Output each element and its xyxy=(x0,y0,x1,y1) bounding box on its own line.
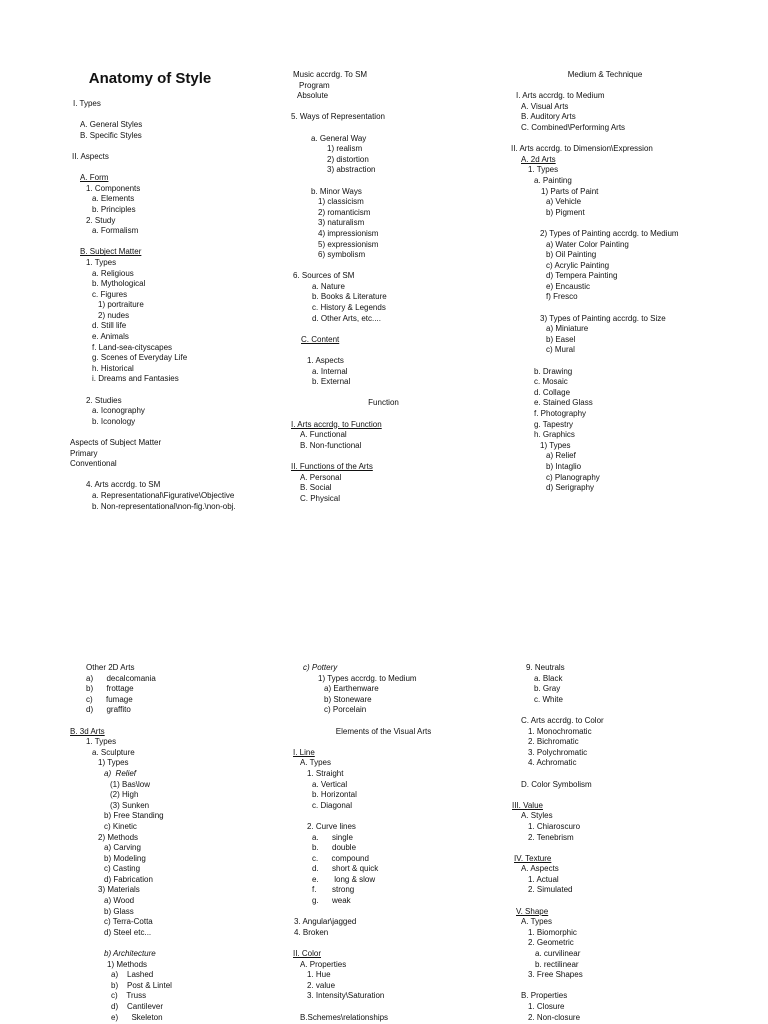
list-item: a. Elements xyxy=(92,194,135,204)
list-item: 1. Closure xyxy=(528,1002,565,1011)
spacer xyxy=(510,843,760,854)
spacer xyxy=(510,303,760,314)
list-item: 2. Simulated xyxy=(528,885,573,895)
list-item: A. Styles xyxy=(521,811,553,821)
list-item: I. Arts accrdg. to Medium xyxy=(516,91,605,101)
section-heading-elements: Elements of the Visual Arts xyxy=(335,726,432,736)
spacer xyxy=(70,716,280,727)
list-item: a. single xyxy=(312,832,353,842)
list-item: A. Types xyxy=(521,917,552,927)
spacer xyxy=(291,261,501,272)
heading-2d-arts: A. 2d Arts xyxy=(521,154,556,164)
list-item: 3) Materials xyxy=(98,885,140,895)
list-item: 1) Types xyxy=(98,758,129,768)
spacer xyxy=(510,218,760,229)
list-item: 1. Hue xyxy=(307,970,331,980)
heading-texture: IV. Texture xyxy=(514,853,552,863)
list-item: a. Sculpture xyxy=(92,747,135,757)
list-item: h. Graphics xyxy=(534,430,575,440)
list-item: 5) expressionism xyxy=(318,239,379,249)
list-item: 1. Biomorphic xyxy=(528,927,577,937)
list-item: f. Photography xyxy=(534,409,587,418)
list-item: c. Mosaic xyxy=(534,377,568,387)
list-item: c. Figures xyxy=(92,289,128,299)
list-item: 1. Aspects xyxy=(307,356,344,366)
list-item: Program xyxy=(299,80,330,90)
list-item: f. Land-sea-cityscapes xyxy=(92,342,173,352)
list-item: a) Carving xyxy=(104,843,141,853)
list-item: 2) Methods xyxy=(98,832,139,842)
list-item: b) Free Standing xyxy=(104,811,164,821)
spacer xyxy=(510,81,760,92)
spacer xyxy=(70,237,280,248)
list-item: e) Skeleton xyxy=(111,1012,163,1022)
top-middle-outline xyxy=(291,70,501,504)
list-item: 1) Types accrdg. to Medium xyxy=(318,673,417,683)
list-item: 1) Types xyxy=(540,440,571,450)
list-item: b. Gray xyxy=(534,684,561,694)
list-item: b. Books & Literature xyxy=(312,292,387,302)
list-item: A. Personal xyxy=(300,472,342,482)
list-item: a. curvilinear xyxy=(535,949,581,959)
list-item: A. Functional xyxy=(300,430,347,440)
list-item: b. Mythological xyxy=(92,279,146,289)
list-item: 1. Chiaroscuro xyxy=(528,821,581,831)
list-item: e. Animals xyxy=(92,332,129,342)
list-item: (2) High xyxy=(110,790,139,800)
list-item: 1. Monochromatic xyxy=(528,726,592,736)
list-item: d. Other Arts, etc.... xyxy=(312,313,381,323)
list-item: 1) Methods xyxy=(107,959,148,969)
list-item: a. Religious xyxy=(92,268,134,278)
list-item: b) Oil Painting xyxy=(546,250,597,260)
bottom-left-outline xyxy=(70,663,280,1023)
list-item: b) Glass xyxy=(104,906,134,916)
list-item: f) Fresco xyxy=(546,292,578,302)
list-item: b) frottage xyxy=(86,684,134,694)
list-item: B. Specific Styles xyxy=(80,130,142,140)
document-title: Anatomy of Style xyxy=(88,70,212,87)
list-item: a. General Way xyxy=(311,133,367,143)
spacer xyxy=(70,385,280,396)
list-item: B. Social xyxy=(300,483,332,493)
list-item: 1. Types xyxy=(86,257,117,267)
list-item: A. General Styles xyxy=(80,120,143,130)
list-item: Absolute xyxy=(297,91,329,101)
list-item: C. Physical xyxy=(300,493,341,503)
list-item: c) Truss xyxy=(111,991,147,1001)
list-item: e. long & slow xyxy=(312,874,376,884)
list-item: c) Casting xyxy=(104,864,141,874)
spacer xyxy=(70,938,280,949)
list-item: b) Intaglio xyxy=(546,461,582,471)
list-item: 2. value xyxy=(307,980,336,990)
spacer xyxy=(291,102,501,113)
list-item: 3. Angular\jagged xyxy=(294,917,357,927)
list-item: c) Terra-Cotta xyxy=(104,917,153,927)
list-item: (1) Bas\low xyxy=(110,779,151,789)
list-item: d. Collage xyxy=(534,387,571,397)
list-item: c. White xyxy=(534,694,563,704)
list-item: a) Earthenware xyxy=(324,684,379,694)
list-item: Music accrdg. To SM xyxy=(293,70,368,79)
list-item: 2) romanticism xyxy=(318,207,371,217)
list-item: c) Acrylic Painting xyxy=(546,260,610,270)
list-item: A. Types xyxy=(300,758,331,768)
list-item: 2. Non-closure xyxy=(528,1012,581,1022)
list-item: a) decalcomania xyxy=(86,673,156,683)
heading-line: I. Line xyxy=(293,747,315,757)
list-item: d) Steel etc... xyxy=(104,927,152,937)
list-item: a. Black xyxy=(534,673,563,683)
list-item: b. Drawing xyxy=(534,366,573,376)
heading-types: I. Types xyxy=(73,99,101,108)
section-heading-function: Function xyxy=(368,398,399,408)
list-item: a) Water Color Painting xyxy=(546,239,629,249)
spacer xyxy=(291,451,501,462)
heading-shape: V. Shape xyxy=(516,906,549,916)
list-item: b) Modeling xyxy=(104,853,146,863)
list-item: b) Pigment xyxy=(546,207,585,217)
spacer xyxy=(291,737,501,748)
list-item: a) Relief xyxy=(104,768,137,778)
list-item: b. Non-representational\non-fig.\non-obj. xyxy=(92,501,236,511)
list-item: e. Stained Glass xyxy=(534,398,593,408)
spacer xyxy=(291,324,501,335)
list-item: 2. Tenebrism xyxy=(528,832,574,842)
list-item: D. Color Symbolism xyxy=(521,779,592,789)
spacer xyxy=(510,134,760,145)
subheading: Other 2D Arts xyxy=(86,663,135,672)
spacer xyxy=(291,716,501,727)
list-item: 3. Free Shapes xyxy=(528,970,583,980)
list-item: i. Dreams and Fantasies xyxy=(92,374,179,384)
list-item: b. double xyxy=(312,843,357,853)
list-item: b) Easel xyxy=(546,334,576,344)
list-item: 3) naturalism xyxy=(318,218,365,228)
heading-arts-by-function: I. Arts accrdg. to Function xyxy=(291,419,382,429)
list-item: a. Internal xyxy=(312,366,348,376)
list-item: 6. Sources of SM xyxy=(293,271,355,281)
list-item: 2) distortion xyxy=(327,154,369,164)
list-item: c) Pottery xyxy=(303,663,338,672)
list-item: b. Principles xyxy=(92,204,136,214)
heading-3d-arts: B. 3d Arts xyxy=(70,726,105,736)
list-item: c) Kinetic xyxy=(104,821,137,831)
list-item: 2) nudes xyxy=(98,310,130,320)
list-item: C. Combined\Performing Arts xyxy=(521,122,626,132)
list-item: 2) Types of Painting accrdg. to Medium xyxy=(540,228,679,238)
spacer xyxy=(510,981,760,992)
list-item: d) Fabrication xyxy=(104,874,153,884)
list-item: 3. Intensity\Saturation xyxy=(307,991,385,1001)
list-item: 4. Broken xyxy=(294,927,329,937)
list-item: 2. Geometric xyxy=(528,938,574,948)
spacer xyxy=(291,345,501,356)
list-item: g. Scenes of Everyday Life xyxy=(92,353,188,363)
list-item: c. Diagonal xyxy=(312,800,353,810)
spacer xyxy=(70,141,280,152)
top-right-outline xyxy=(510,70,760,494)
list-item: c) Planography xyxy=(546,472,600,482)
list-item: A. Aspects xyxy=(521,864,559,874)
list-item: b. rectilinear xyxy=(535,959,579,969)
list-item: d. short & quick xyxy=(312,864,379,874)
list-item: f. strong xyxy=(312,885,355,895)
spacer xyxy=(510,356,760,367)
list-item: b. Horizontal xyxy=(312,790,357,800)
heading-value: III. Value xyxy=(512,800,543,810)
list-item: B. Auditory Arts xyxy=(521,112,576,122)
list-item: g. weak xyxy=(312,896,351,906)
list-item: c. History & Legends xyxy=(312,303,386,313)
spacer xyxy=(291,388,501,399)
list-item: 1. Components xyxy=(86,183,141,193)
list-item: a. Representational\Figurative\Objective xyxy=(92,490,235,500)
list-item: h. Historical xyxy=(92,363,134,373)
heading-color: II. Color xyxy=(293,949,322,959)
subheading: Aspects of Subject Matter xyxy=(70,438,162,447)
list-item: b. Iconology xyxy=(92,416,136,426)
heading-subject-matter: B. Subject Matter xyxy=(80,247,142,257)
spacer xyxy=(291,176,501,187)
spacer xyxy=(70,110,280,121)
spacer xyxy=(291,938,501,949)
list-item: (3) Sunken xyxy=(110,800,150,810)
heading-functions-of-arts: II. Functions of the Arts xyxy=(291,461,373,471)
top-left-outline xyxy=(70,99,280,512)
list-item: A. Visual Arts xyxy=(521,101,569,111)
list-item: 4) impressionism xyxy=(318,228,379,238)
list-item: B. Non-functional xyxy=(300,440,362,450)
list-item: C. Arts accrdg. to Color xyxy=(521,715,604,725)
section-heading-medium: Medium & Technique xyxy=(567,70,643,79)
heading-content: C. Content xyxy=(301,334,340,344)
spacer xyxy=(510,769,760,780)
list-item: a. Painting xyxy=(534,175,572,185)
list-item: d) Serigraphy xyxy=(546,483,595,493)
list-item: 5. Ways of Representation xyxy=(291,112,385,122)
spacer xyxy=(291,409,501,420)
list-item: 2. Bichromatic xyxy=(528,737,579,747)
list-item: 6) symbolism xyxy=(318,250,366,260)
list-item: 1) classicism xyxy=(318,197,364,207)
spacer xyxy=(510,705,760,716)
list-item: B.Schemes\relationships xyxy=(300,1012,389,1022)
list-item: a) Vehicle xyxy=(546,197,582,207)
top-left-column xyxy=(70,70,280,88)
spacer xyxy=(291,811,501,822)
spacer xyxy=(291,907,501,918)
list-item: c) Mural xyxy=(546,345,575,355)
spacer xyxy=(70,470,280,481)
spacer xyxy=(70,427,280,438)
list-item: a. Nature xyxy=(312,281,345,291)
list-item: a) Relief xyxy=(546,451,576,461)
list-item: a) Miniature xyxy=(546,324,589,334)
list-item: 1) realism xyxy=(327,144,363,154)
list-item: c) fumage xyxy=(86,694,133,704)
list-item: Primary xyxy=(70,448,98,458)
list-item: c. compound xyxy=(312,853,369,863)
bottom-right-outline xyxy=(510,663,760,1023)
list-item: a) Wood xyxy=(104,896,135,906)
list-item: c) Porcelain xyxy=(324,705,367,715)
heading-aspects: II. Aspects xyxy=(72,151,109,161)
spacer xyxy=(510,790,760,801)
list-item: b) Architecture xyxy=(104,949,156,959)
list-item: 3) abstraction xyxy=(327,165,376,175)
list-item: II. Arts accrdg. to Dimension\Expression xyxy=(511,144,653,154)
list-item: d) Tempera Painting xyxy=(546,271,618,281)
list-item: a. Vertical xyxy=(312,779,348,789)
list-item: a. Formalism xyxy=(92,226,139,236)
list-item: 1. Actual xyxy=(528,874,559,884)
spacer xyxy=(510,896,760,907)
spacer xyxy=(70,163,280,174)
list-item: a. Iconography xyxy=(92,406,145,416)
list-item: b. External xyxy=(312,377,351,387)
list-item: 3) Types of Painting accrdg. to Size xyxy=(540,313,666,323)
list-item: 1. Types xyxy=(86,737,117,747)
list-item: 1. Straight xyxy=(307,768,344,778)
list-item: 2. Studies xyxy=(86,395,122,405)
list-item: g. Tapestry xyxy=(534,419,573,429)
bottom-middle-outline xyxy=(291,663,501,1023)
list-item: 1) portraiture xyxy=(98,300,144,310)
list-item: B. Properties xyxy=(521,991,568,1001)
list-item: 1) Parts of Paint xyxy=(541,186,599,196)
list-item: e) Encaustic xyxy=(546,281,591,291)
list-item: 2. Study xyxy=(86,215,116,225)
heading-form: A. Form xyxy=(80,173,109,183)
list-item: 9. Neutrals xyxy=(526,663,565,672)
spacer xyxy=(291,1002,501,1013)
list-item: 4. Arts accrdg. to SM xyxy=(86,480,161,490)
list-item: 4. Achromatic xyxy=(528,758,577,768)
list-item: d) graffito xyxy=(86,705,131,715)
list-item: d) Cantilever xyxy=(111,1002,164,1011)
list-item: 1. Types xyxy=(528,165,559,175)
list-item: a) Lashed xyxy=(111,970,154,980)
list-item: b. Minor Ways xyxy=(311,186,362,196)
list-item: d. Still life xyxy=(92,321,127,331)
list-item: A. Properties xyxy=(300,959,347,969)
list-item: 2. Curve lines xyxy=(307,821,356,831)
list-item: Conventional xyxy=(70,459,117,469)
list-item: 3. Polychromatic xyxy=(528,747,588,757)
list-item: b) Post & Lintel xyxy=(111,980,172,990)
list-item: b) Stoneware xyxy=(324,694,372,704)
spacer xyxy=(291,123,501,134)
